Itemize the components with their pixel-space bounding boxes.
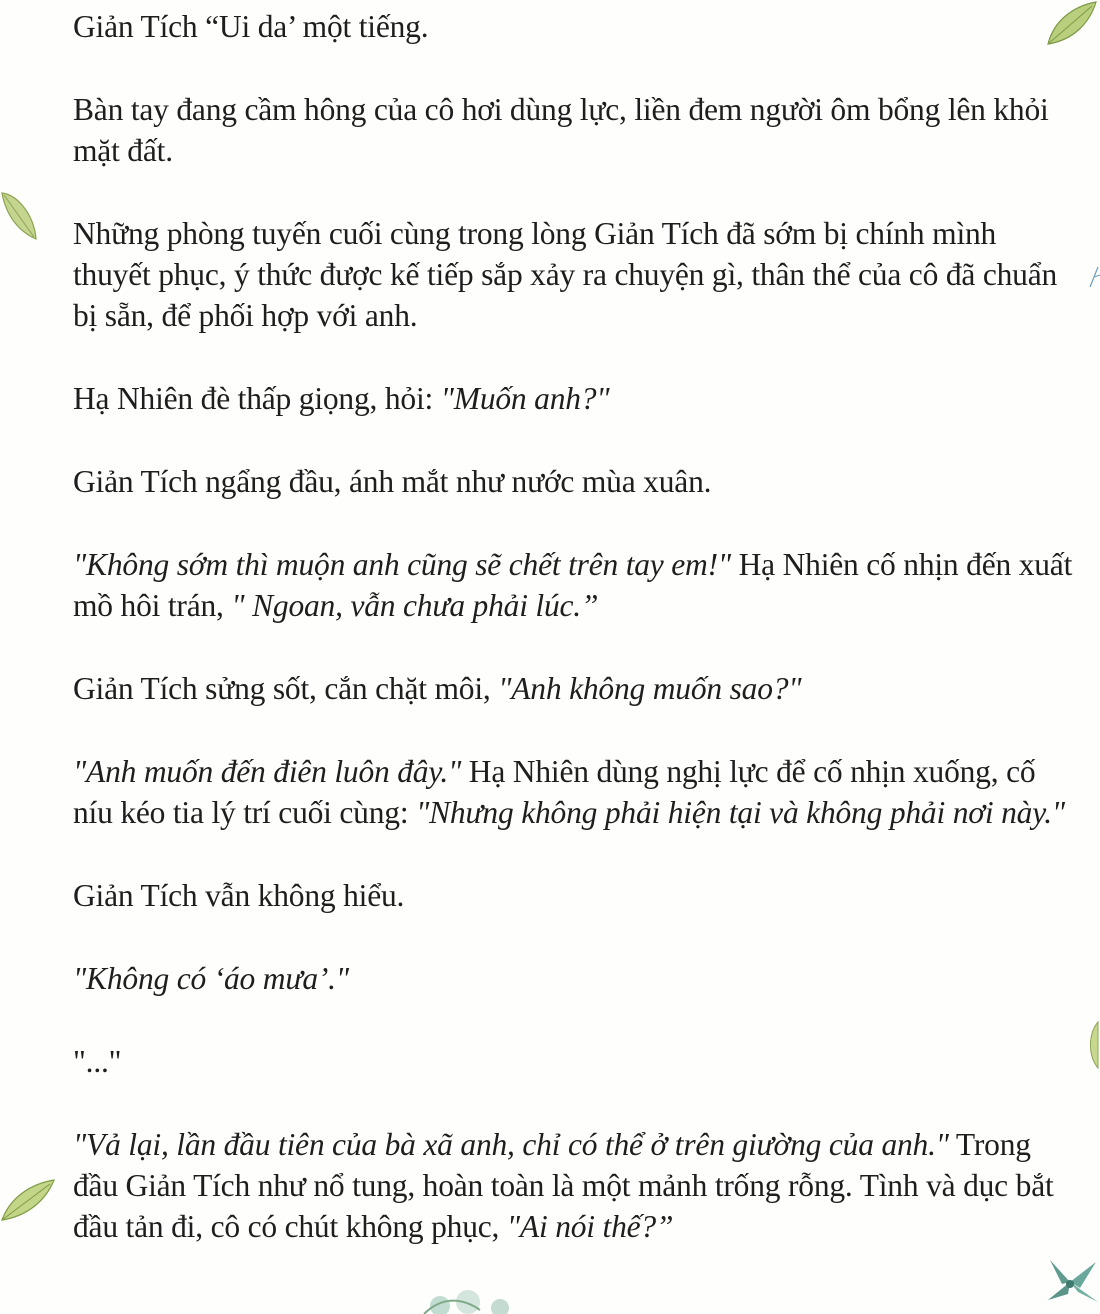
paragraph bbox=[73, 668, 1073, 709]
paragraph bbox=[73, 544, 1073, 626]
paragraph bbox=[73, 461, 1073, 502]
leaf-left-upper-icon bbox=[0, 185, 40, 245]
italic-dialogue: "Vả lại, lần đầu tiên của bà xã anh, chỉ có thể ở trên giường của anh." bbox=[73, 1127, 949, 1162]
text-segment: Hạ Nhiên cố nhịn đến xuất mồ hôi trán, bbox=[73, 547, 1073, 623]
paragraph bbox=[73, 6, 1073, 47]
text-segment: Những phòng tuyến cuối cùng trong lòng Giản Tích đã sớm bị chính mình thuyết phục, ý thức được kế tiếp sắp xảy ra chuyện gì, thân thể của cô đã chuẩn bị sẵn, để phối hợp với anh. bbox=[73, 216, 1058, 333]
italic-dialogue: "Anh muốn đến điên luôn đây." bbox=[73, 754, 462, 789]
italic-dialogue: "Không có ‘áo mưa’." bbox=[73, 961, 349, 996]
story-text bbox=[73, 6, 1073, 1247]
italic-dialogue: "Ai nói thế?” bbox=[506, 1209, 674, 1244]
italic-dialogue: " Ngoan, vẫn chưa phải lúc.” bbox=[231, 588, 599, 623]
text-segment: Giản Tích ngẩng đầu, ánh mắt như nước mùa xuân. bbox=[73, 464, 712, 499]
paragraph bbox=[73, 213, 1073, 336]
text-segment: Bàn tay đang cầm hông của cô hơi dùng lực, liền đem người ôm bổng lên khỏi mặt đất. bbox=[73, 92, 1049, 168]
text-segment: Giản Tích sửng sốt, cắn chặt môi, bbox=[73, 671, 499, 706]
flower-bottom-right-icon bbox=[1040, 1250, 1100, 1314]
italic-dialogue: "Anh không muốn sao?" bbox=[498, 671, 802, 706]
paragraph bbox=[73, 751, 1073, 833]
paragraph bbox=[73, 1124, 1073, 1247]
italic-dialogue: "Muốn anh?" bbox=[440, 381, 610, 416]
italic-dialogue: "Không sớm thì muộn anh cũng sẽ chết trên tay em!" bbox=[73, 547, 731, 582]
leaf-bottom-left-icon bbox=[0, 1176, 56, 1226]
text-segment: Trong đầu Giản Tích như nổ tung, hoàn toàn là một mảnh trống rỗng. Tình và dục bắt đầu tản đi, cô có chút không phục, bbox=[73, 1127, 1054, 1244]
leaf-right-lower-icon bbox=[1086, 1020, 1100, 1070]
paragraph bbox=[73, 89, 1073, 171]
text-segment: Giản Tích vẫn không hiểu. bbox=[73, 878, 405, 913]
paragraph bbox=[73, 875, 1073, 916]
text-segment: Hạ Nhiên đè thấp giọng, hỏi: bbox=[73, 381, 441, 416]
italic-dialogue: "Nhưng không phải hiện tại và không phải nơi này." bbox=[416, 795, 1065, 830]
text-segment: Hạ Nhiên dùng nghị lực để cố nhịn xuống, cố níu kéo tia lý trí cuối cùng: bbox=[73, 754, 1036, 830]
flowers-bottom-center-icon bbox=[410, 1280, 530, 1314]
paragraph bbox=[73, 378, 1073, 419]
text-segment: Giản Tích “Ui da’ một tiếng. bbox=[73, 9, 429, 44]
text-segment: "..." bbox=[73, 1044, 122, 1079]
paragraph bbox=[73, 1041, 1073, 1082]
sprig-right-icon bbox=[1088, 265, 1100, 289]
paragraph bbox=[73, 958, 1073, 999]
